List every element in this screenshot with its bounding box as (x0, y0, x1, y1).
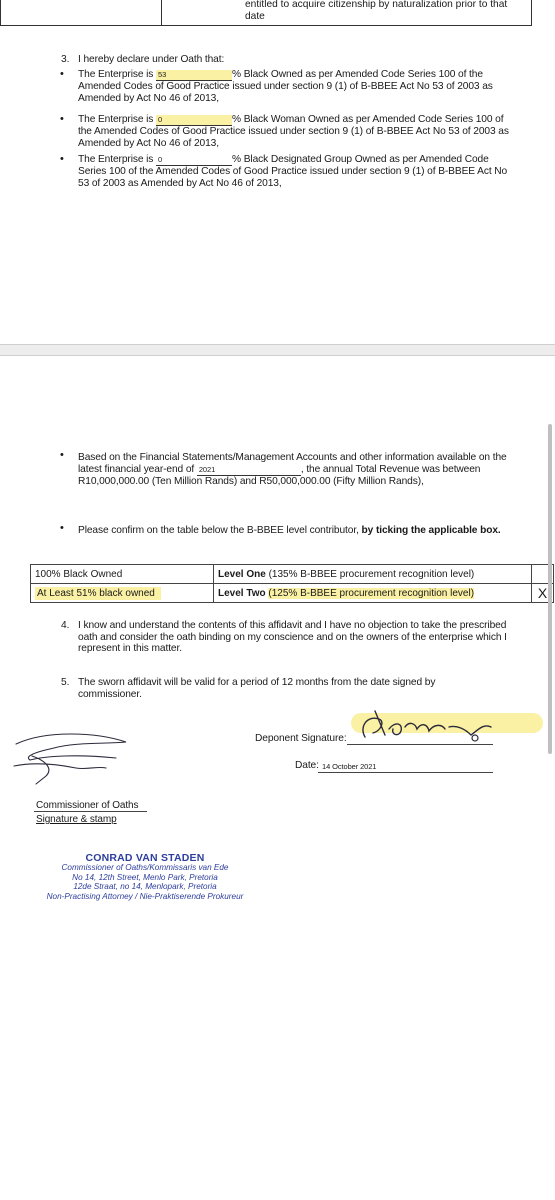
commissioner-signature (6, 726, 156, 788)
item-4-text: I know and understand the contents of this affidavit and I have no objection to take the prescribed oath and consider the oath binding on my conscience and on the owners of the enterprise which I represent in this matter. (78, 620, 507, 654)
item-5-number: 5. (61, 677, 70, 688)
ownership-statement-woman (78, 114, 510, 149)
section-3-heading: I hereby declare under Oath that: (78, 54, 225, 65)
section-3-number: 3. (61, 54, 70, 65)
commissioner-stamp (40, 854, 250, 901)
financial-year-value: 2021 (197, 465, 301, 476)
bullet-icon: • (60, 153, 64, 165)
citizenship-table-fragment (0, 0, 532, 26)
document-page-2 (0, 356, 555, 1200)
bullet-icon: • (60, 68, 64, 80)
level-description: (125% B-BBEE procurement recognition level) (268, 587, 475, 599)
statement-prefix: The Enterprise is (78, 154, 154, 165)
statement-prefix: The Enterprise is (78, 114, 154, 125)
confirm-text: Please confirm on the table below the B-BBEE level contributor, (78, 525, 359, 536)
scrollbar-thumb[interactable] (548, 424, 552, 754)
level-description: (135% B-BBEE procurement recognition level) (268, 568, 475, 580)
revenue-prefix: Based on the Financial Statements/Management Accounts and other information available on the latest financial year-end of (78, 452, 507, 475)
designated-group-percentage: 0 (156, 155, 232, 166)
commissioner-label: Commissioner of Oaths (36, 800, 139, 811)
confirm-instruction (78, 525, 518, 537)
stamp-name: CONRAD VAN STADEN (85, 852, 205, 864)
confirm-bold-text: by ticking the applicable box. (361, 525, 501, 536)
statement-prefix: The Enterprise is (78, 69, 154, 80)
citizenship-table-cell: entitled to acquire citizenship by naturalization prior to that date (245, 0, 508, 22)
level-cell (214, 584, 532, 603)
commissioner-line (34, 811, 147, 812)
tick-box[interactable]: X (532, 584, 554, 603)
statement-text: % Black Owned as per Amended Code Series 100 of the Amended Codes of Good Practice issued under section 9 (1) of B-BBEE Act No 53 of 2003 as Amended by Act No 46 of 2013, (78, 69, 493, 104)
ownership-statement-black (78, 69, 510, 104)
ownership-cell: 100% Black Owned (31, 565, 214, 584)
stamp-line: No 14, 12th Street, Menlo Park, Pretoria (72, 872, 218, 882)
deponent-signature-label: Deponent Signature: (255, 733, 347, 744)
stamp-line: Commissioner of Oaths/Kommissaris van Ede (61, 863, 229, 873)
document-page-1 (0, 0, 555, 344)
level-name: Level Two (218, 587, 266, 599)
signature-stamp-label: Signature & stamp (36, 814, 117, 825)
stamp-line: Non-Practising Attorney / Nie-Praktiserende Prokureur (46, 891, 244, 901)
revenue-statement (78, 452, 516, 487)
table-row (31, 584, 554, 603)
bullet-icon: • (60, 113, 64, 125)
black-woman-owned-percentage: 0 (156, 115, 232, 126)
level-name: Level One (218, 568, 266, 580)
date-value: 14 October 2021 (322, 762, 377, 771)
bullet-icon: • (60, 522, 64, 534)
level-cell (214, 565, 532, 584)
revenue-suffix: , the annual Total Revenue was between R10,000,000.00 (Ten Million Rands) and R50,000,000.00 (Fifty Million Rands), (78, 463, 481, 487)
page-separator (0, 344, 555, 356)
item-5-text: The sworn affidavit will be valid for a period of 12 months from the date signed by commissioner. (78, 677, 436, 700)
ownership-cell (31, 584, 214, 603)
black-owned-percentage: 53 (156, 70, 232, 81)
ownership-statement-designated (78, 154, 510, 189)
bbee-level-table (30, 564, 554, 603)
table-row (31, 565, 554, 584)
table-divider (161, 0, 162, 25)
statement-text: % Black Designated Group Owned as per Amended Code Series 100 of the Amended Codes of Good Practice issued under section 9 (1) of B-BBEE Act No 53 of 2003 as Amended by Act No 46 of 2013, (78, 154, 508, 189)
date-label: Date: (295, 760, 319, 771)
deponent-signature (345, 701, 545, 749)
statement-text: % Black Woman Owned as per Amended Code Series 100 of the Amended Codes of Good Practice issued under section 9 (1) of B-BBEE Act No 53 of 2003 as Amended by Act No 46 of 2013, (78, 114, 509, 149)
bullet-icon: • (60, 449, 64, 461)
item-4-number: 4. (61, 620, 70, 631)
stamp-line: 12de Straat, no 14, Menlopark, Pretoria (73, 882, 217, 892)
ownership-text: At Least 51% black owned (35, 587, 161, 600)
